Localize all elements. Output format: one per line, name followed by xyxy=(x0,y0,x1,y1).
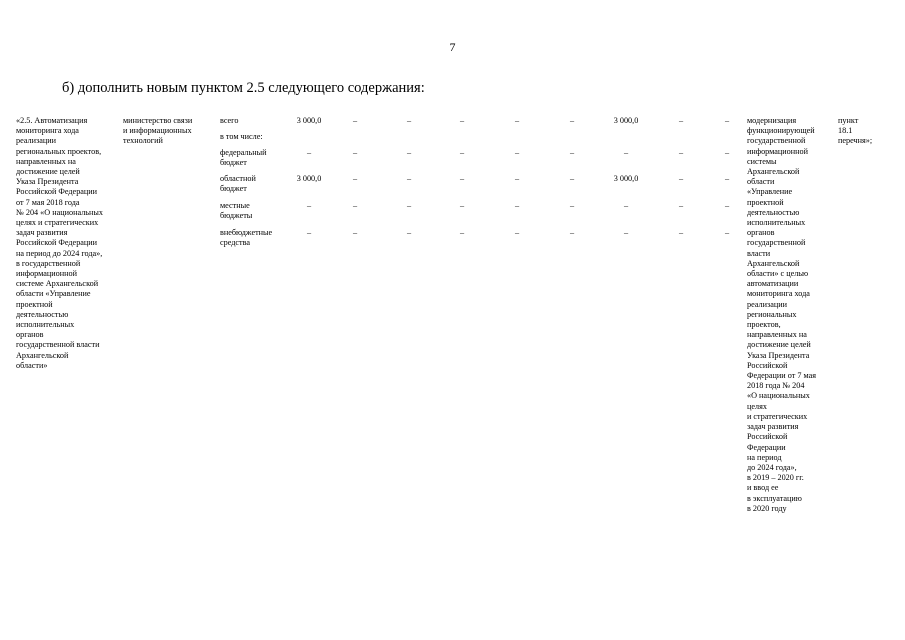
funding-value: – xyxy=(678,148,684,157)
funding-source: всего xyxy=(220,116,239,125)
funding-value: 3 000,0 xyxy=(613,116,639,125)
funding-value: – xyxy=(352,201,358,210)
funding-value: – xyxy=(623,228,629,237)
reference: пункт 18.1 перечня»; xyxy=(838,116,873,146)
funding-value: – xyxy=(514,116,520,125)
funding-value: – xyxy=(459,116,465,125)
funding-value: – xyxy=(306,148,312,157)
page-number: 7 xyxy=(449,40,456,54)
funding-value: – xyxy=(623,201,629,210)
intro-text: б) дополнить новым пунктом 2.5 следующего содержания: xyxy=(62,80,425,96)
funding-value: – xyxy=(406,174,412,183)
funding-value: – xyxy=(406,228,412,237)
executor: министерство связи и информационных технологий xyxy=(123,116,193,146)
funding-value: – xyxy=(724,116,730,125)
funding-value: – xyxy=(406,148,412,157)
funding-value: 3 000,0 xyxy=(613,174,639,183)
funding-value: – xyxy=(352,116,358,125)
funding-source: внебюджетные средства xyxy=(220,228,273,248)
funding-value: – xyxy=(678,174,684,183)
funding-value: – xyxy=(352,148,358,157)
funding-source: в том числе: xyxy=(220,132,263,141)
funding-value: – xyxy=(459,201,465,210)
funding-value: – xyxy=(514,201,520,210)
funding-value: – xyxy=(459,174,465,183)
funding-value: – xyxy=(724,148,730,157)
funding-value: – xyxy=(352,228,358,237)
funding-value: – xyxy=(724,201,730,210)
funding-value: – xyxy=(306,228,312,237)
funding-source: федеральный бюджет xyxy=(220,148,267,168)
funding-value: – xyxy=(678,228,684,237)
funding-value: – xyxy=(514,228,520,237)
expected-result: модернизация функционирующей государственной информационной системы Архангельской области «Управление проектной деятельностью исполнительных органов государственной власти Архангельской области» с целью автоматизации мониторинга хода реализации региональных проектов, направленных на достижение целей Указа Президента Российской Федерации от 7 мая 2018 года № 204 «О национальных целях и стратегических задач развития Российской Федерации на период до 2024 года», в 2019 – 2020 гг. и ввод ее в эксплуатацию в 2020 году xyxy=(747,116,816,513)
funding-value: – xyxy=(514,174,520,183)
funding-value: – xyxy=(406,201,412,210)
funding-value: – xyxy=(352,174,358,183)
funding-value: – xyxy=(569,228,575,237)
funding-value: – xyxy=(306,201,312,210)
funding-value: – xyxy=(459,228,465,237)
funding-source: местные бюджеты xyxy=(220,201,253,221)
funding-value: 3 000,0 xyxy=(296,174,322,183)
funding-source: областной бюджет xyxy=(220,174,256,194)
funding-value: – xyxy=(514,148,520,157)
funding-value: – xyxy=(678,116,684,125)
funding-value: – xyxy=(724,228,730,237)
funding-value: – xyxy=(724,174,730,183)
funding-value: – xyxy=(569,201,575,210)
funding-value: – xyxy=(569,174,575,183)
measure-name: «2.5. Автоматизация мониторинга хода реализации региональных проектов, направленных на достижение целей Указа Президента Российской Федерации от 7 мая 2018 года № 204 «О национальных целях и стратегических задач развития Российской Федерации на период до 2024 года», в государственной информационной системе Архангельской области «Управление проектной деятельностью исполнительных органов государственной власти Архангельской области» xyxy=(16,116,103,370)
funding-value: – xyxy=(569,148,575,157)
funding-value: – xyxy=(569,116,575,125)
funding-value: – xyxy=(678,201,684,210)
funding-value: – xyxy=(459,148,465,157)
funding-value: 3 000,0 xyxy=(296,116,322,125)
funding-value: – xyxy=(406,116,412,125)
funding-value: – xyxy=(623,148,629,157)
